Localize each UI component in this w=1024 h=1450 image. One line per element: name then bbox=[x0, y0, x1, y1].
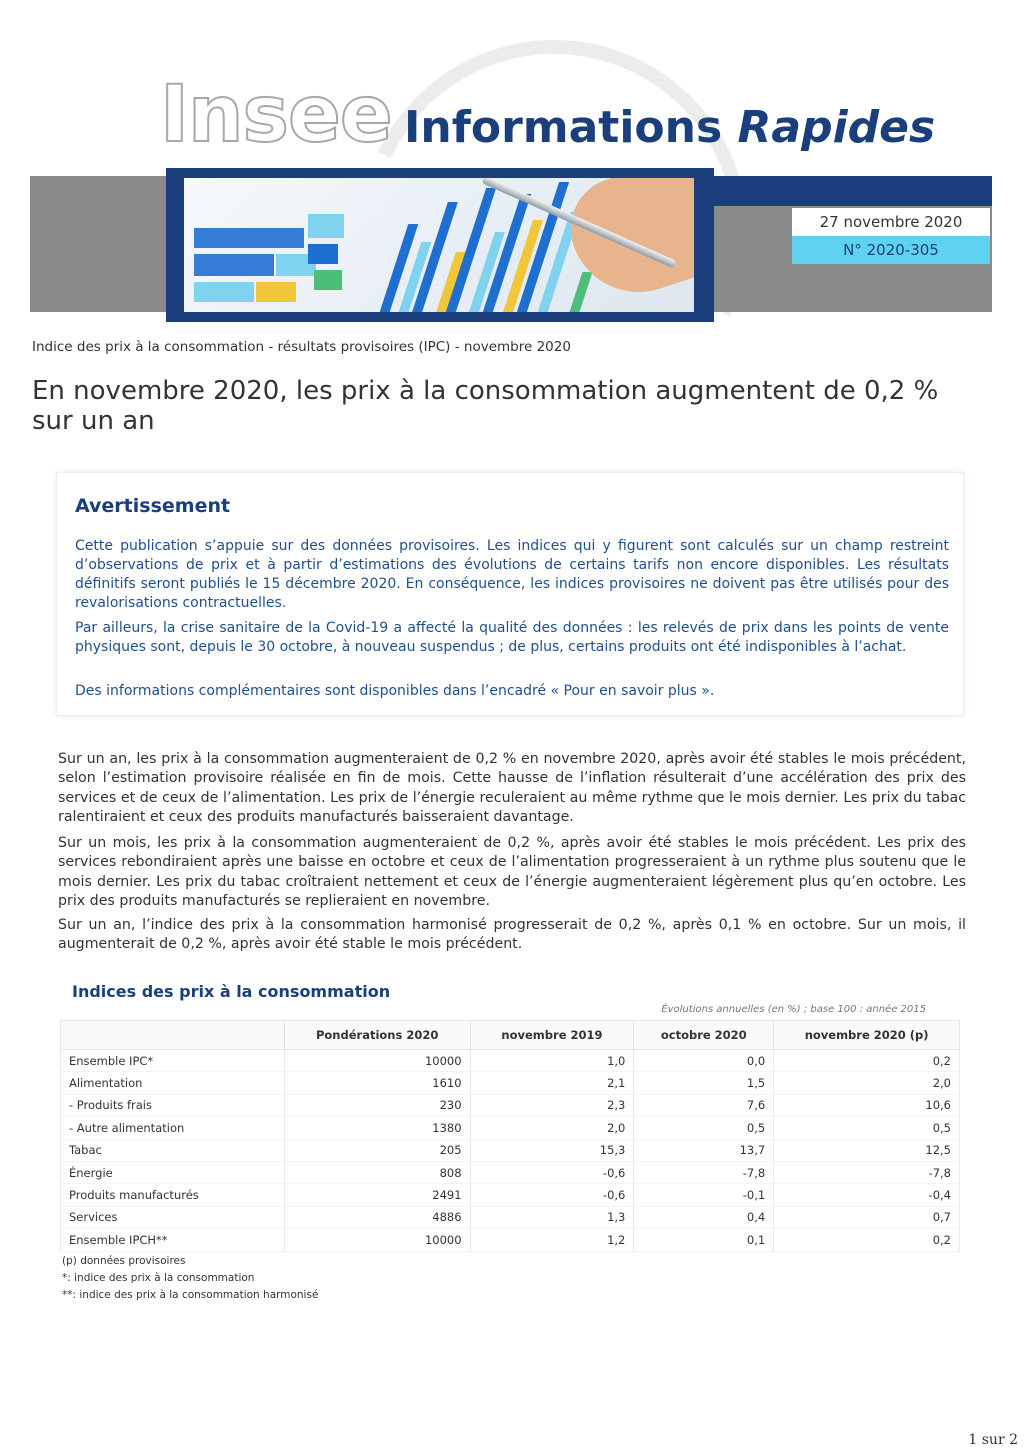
insee-logo: Insee bbox=[160, 70, 392, 160]
warning-paragraph: Des informations complémentaires sont disponibles dans l’encadré « Pour en savoir plus ». bbox=[75, 683, 715, 699]
table-cell: 13,7 bbox=[634, 1139, 774, 1161]
table-cell: 1,3 bbox=[470, 1206, 634, 1228]
publication-number: N° 2020-305 bbox=[792, 236, 990, 264]
table-note: Évolutions annuelles (en %) ; base 100 : année 2015 bbox=[661, 1004, 926, 1015]
table-cell: 0,4 bbox=[634, 1206, 774, 1228]
column-header: Pondérations 2020 bbox=[284, 1021, 470, 1050]
table-cell: 0,0 bbox=[634, 1050, 774, 1072]
title-italic: Rapides bbox=[737, 102, 936, 153]
table-cell: 1610 bbox=[284, 1072, 470, 1094]
body-paragraph: Sur un an, les prix à la consommation augmenteraient de 0,2 % en novembre 2020, après avoir été stables le mois précédent, selon l’estimation provisoire réalisée en fin de mois. Cette hausse de l’inflation résulterait d’une accélération des prix des services et de ceux de l’alimentation. Les prix de l’énergie reculeraient au même rythme que le mois dernier. Les prix du tabac ralentiraient et ceux des produits manufacturés baisseraient davantage. bbox=[58, 751, 966, 825]
table-cell: 808 bbox=[284, 1161, 470, 1183]
warning-paragraph: Cette publication s’appuie sur des données provisoires. Les indices qui y figurent sont calculés sur un champ restreint d’observations de prix et à partir d’estimations des évolutions de certains tarifs non encore disponibles. Les résultats définitifs seront publiés le 15 décembre 2020. En conséquence, les indices provisoires ne doivent pas être utilisés pour des revalorisations contractuelles. bbox=[75, 538, 949, 611]
table-cell: 1,5 bbox=[634, 1072, 774, 1094]
page-title: En novembre 2020, les prix à la consommation augmentent de 0,2 % sur un an bbox=[32, 376, 939, 436]
column-header bbox=[61, 1021, 285, 1050]
column-header: novembre 2019 bbox=[470, 1021, 634, 1050]
row-label: Énergie bbox=[61, 1161, 285, 1183]
footnote: **: indice des prix à la consommation harmonisé bbox=[62, 1289, 319, 1301]
table-cell: 10,6 bbox=[774, 1094, 960, 1116]
row-label: - Autre alimentation bbox=[61, 1117, 285, 1139]
table-row bbox=[61, 1139, 960, 1161]
table-row bbox=[61, 1094, 960, 1116]
table-cell: 0,5 bbox=[634, 1117, 774, 1139]
table-cell: 1380 bbox=[284, 1117, 470, 1139]
table-row bbox=[61, 1161, 960, 1183]
publication-date: 27 novembre 2020 bbox=[792, 208, 990, 236]
table-cell: 2,0 bbox=[774, 1072, 960, 1094]
table-row bbox=[61, 1117, 960, 1139]
table-cell: 7,6 bbox=[634, 1094, 774, 1116]
table-title: Indices des prix à la consommation bbox=[72, 982, 391, 1001]
table-cell: 10000 bbox=[284, 1050, 470, 1072]
table-cell: -0,4 bbox=[774, 1184, 960, 1206]
footnote: (p) données provisoires bbox=[62, 1255, 186, 1267]
page-number: 1 sur 2 bbox=[968, 1432, 1018, 1448]
table-cell: 0,2 bbox=[774, 1229, 960, 1251]
row-label: Produits manufacturés bbox=[61, 1184, 285, 1206]
publication-title bbox=[404, 104, 935, 152]
table-cell: 230 bbox=[284, 1094, 470, 1116]
table-row bbox=[61, 1050, 960, 1072]
column-header: novembre 2020 (p) bbox=[774, 1021, 960, 1050]
table-cell: 205 bbox=[284, 1139, 470, 1161]
table-cell: 10000 bbox=[284, 1229, 470, 1251]
header-blue-strip bbox=[714, 176, 992, 206]
table-cell: 1,2 bbox=[470, 1229, 634, 1251]
table-row bbox=[61, 1184, 960, 1206]
footnote: *: indice des prix à la consommation bbox=[62, 1272, 255, 1284]
cpi-table bbox=[60, 1020, 960, 1252]
column-header: octobre 2020 bbox=[634, 1021, 774, 1050]
warning-paragraph: Par ailleurs, la crise sanitaire de la Covid-19 a affecté la qualité des données : les relevés de prix dans les points de vente physiques sont, depuis le 30 octobre, à nouveau suspendus ; de plus, certains produits ont été indisponibles à l’achat. bbox=[75, 620, 949, 655]
table-header-row bbox=[61, 1021, 960, 1050]
header-photo bbox=[166, 168, 714, 322]
row-label: Tabac bbox=[61, 1139, 285, 1161]
warning-box bbox=[56, 472, 964, 716]
row-label: Ensemble IPC* bbox=[61, 1050, 285, 1072]
table-row bbox=[61, 1072, 960, 1094]
table-cell: -0,6 bbox=[470, 1184, 634, 1206]
table-cell: 0,5 bbox=[774, 1117, 960, 1139]
table-cell: -0,6 bbox=[470, 1161, 634, 1183]
body-paragraph: Sur un mois, les prix à la consommation augmenteraient de 0,2 %, après avoir été stables le mois précédent. Les prix des services rebondiraient après une baisse en octobre et ceux de l’alimentation progresseraient à un rythme plus soutenu que le mois dernier. Les prix du tabac croîtraient nettement et ceux de l’énergie augmenteraient légèrement plus qu’en octobre. Les prix des produits manufacturés se replieraient en novembre. bbox=[58, 835, 966, 909]
chart-pen-illustration bbox=[184, 178, 694, 312]
table-cell: 15,3 bbox=[470, 1139, 634, 1161]
table-row bbox=[61, 1229, 960, 1251]
table-cell: -7,8 bbox=[774, 1161, 960, 1183]
table-cell: 1,0 bbox=[470, 1050, 634, 1072]
table-row bbox=[61, 1206, 960, 1228]
table-cell: 4886 bbox=[284, 1206, 470, 1228]
table-cell: 2,1 bbox=[470, 1072, 634, 1094]
table-cell: -0,1 bbox=[634, 1184, 774, 1206]
body-paragraph: Sur un an, l’indice des prix à la consommation harmonisé progresserait de 0,2 %, après 0,1 % en octobre. Sur un mois, il augmenterait de 0,2 %, après avoir été stable le mois précédent. bbox=[58, 917, 966, 953]
table-cell: 0,7 bbox=[774, 1206, 960, 1228]
table-cell: 0,2 bbox=[774, 1050, 960, 1072]
table-cell: 2,3 bbox=[470, 1094, 634, 1116]
row-label: Ensemble IPCH** bbox=[61, 1229, 285, 1251]
row-label: - Produits frais bbox=[61, 1094, 285, 1116]
table-cell: 0,1 bbox=[634, 1229, 774, 1251]
breadcrumb[interactable]: Indice des prix à la consommation - résultats provisoires (IPC) - novembre 2020 bbox=[32, 339, 571, 355]
title-main: Informations bbox=[404, 102, 723, 153]
table-cell: 12,5 bbox=[774, 1139, 960, 1161]
table-cell: 2491 bbox=[284, 1184, 470, 1206]
warning-title: Avertissement bbox=[75, 495, 231, 517]
row-label: Alimentation bbox=[61, 1072, 285, 1094]
row-label: Services bbox=[61, 1206, 285, 1228]
table-cell: 2,0 bbox=[470, 1117, 634, 1139]
table-cell: -7,8 bbox=[634, 1161, 774, 1183]
